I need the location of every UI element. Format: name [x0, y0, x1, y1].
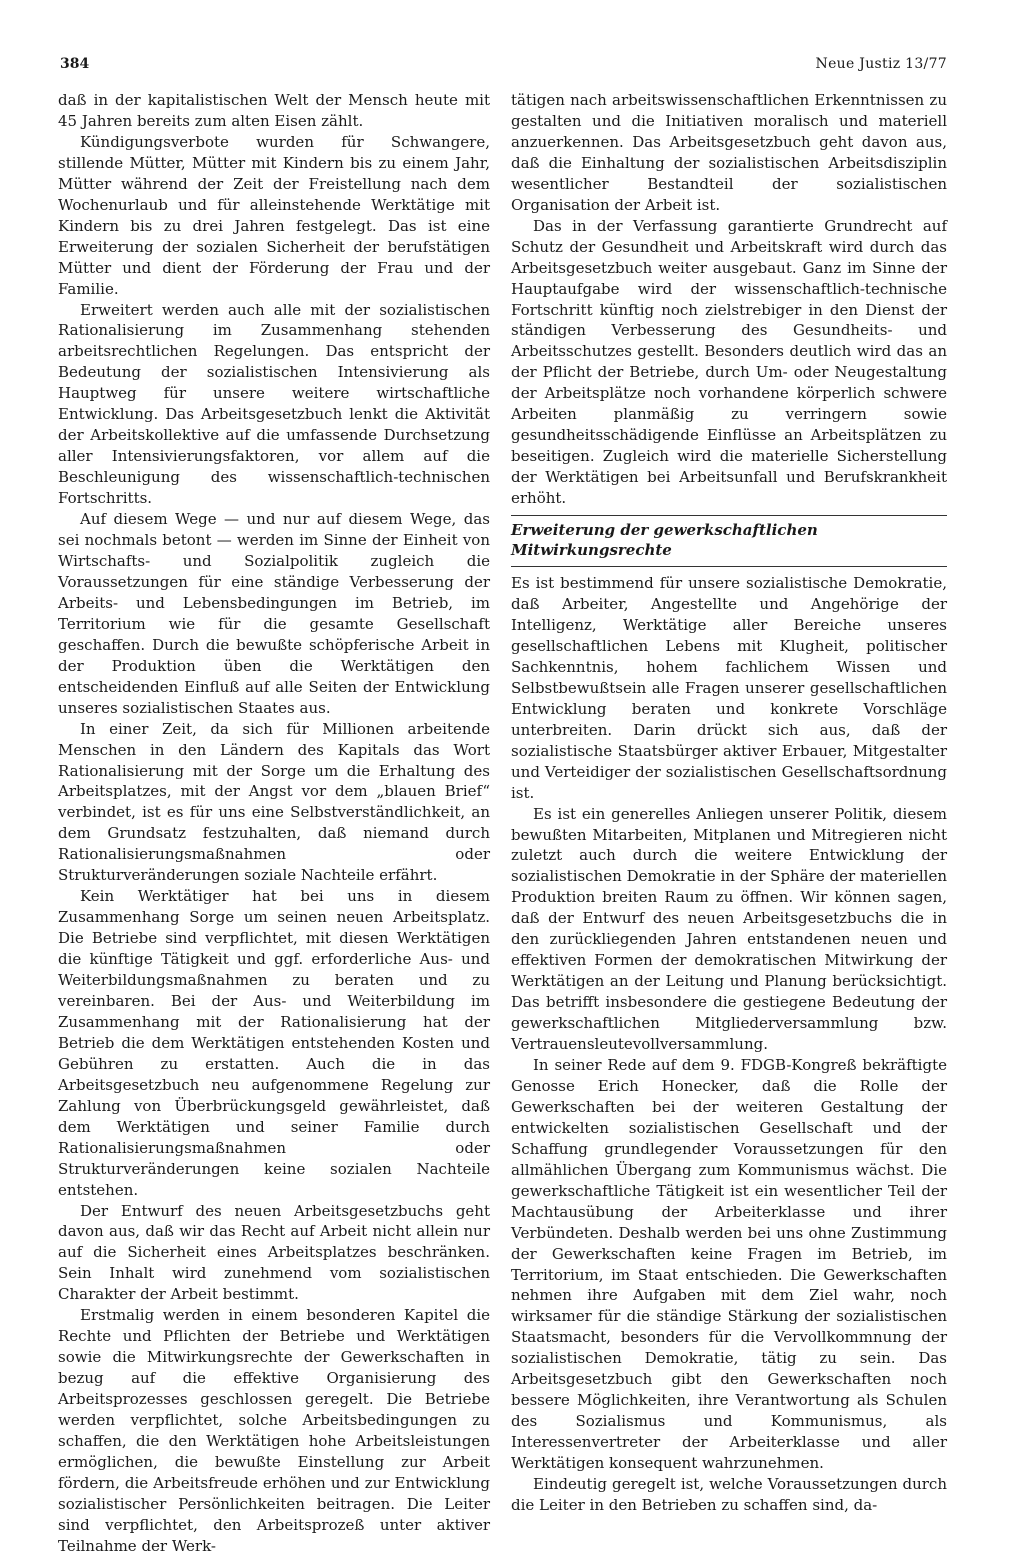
paragraph: Es ist bestimmend für unsere sozialistische Demokratie, daß Arbeiter, Angestellte und Angehörige der Intelligenz, Werktätige aller Bereiche unseres gesellschaftlichen Lebens mit Klugheit, politischer Sachkenntnis, hohem fachlichem Wissen und Selbstbewußtsein alle Fragen unserer gesellschaftlichen Entwicklung beraten und konkrete Vorschläge unterbreiten. Darin drückt sich aus, daß der sozialistische Staatsbürger aktiver Erbauer, Mitgestalter und Verteidiger der sozialistischen Gesellschaftsordnung ist.	[511, 574, 947, 802]
paragraph: daß in der kapitalistischen Welt der Mensch heute mit 45 Jahren bereits zum alten Eisen zählt.	[58, 91, 490, 130]
paragraph: Erstmalig werden in einem besonderen Kapitel die Rechte und Pflichten der Betriebe und Werktätigen sowie die Mitwirkungsrechte der Gewerkschaften in bezug auf die effektive Organisierung des Arbeitsprozesses geschlossen geregelt. Die Betriebe werden verpflichtet, solche Arbeitsbedingungen zu schaffen, die den Werktätigen hohe Arbeitsleistungen ermöglichen, die bewußte Einstellung zur Arbeit fördern, die Arbeitsfreude erhöhen und zur Entwicklung sozialistischer Persönlichkeiten beitragen. Die Leiter sind verpflichtet, den Arbeitsprozeß unter aktiver Teilnahme der Werk-	[58, 1306, 490, 1555]
paragraph: Kein Werktätiger hat bei uns in diesem Zusammenhang Sorge um seinen neuen Arbeitsplatz. Die Betriebe sind verpflichtet, mit diesen Werktätigen die künftige Tätigkeit und ggf. erforderliche Aus- und Weiterbildungsmaßnahmen zu beraten und zu vereinbaren. Bei der Aus- und Weiterbildung im Zusammenhang mit der Rationalisierung hat der Betrieb die dem Werktätigen entstehenden Kosten und Gebühren zu erstatten. Auch die in das Arbeitsgesetzbuch neu aufgenommene Regelung zur Zahlung von Überbrückungsgeld gewährleistet, daß dem Werktätigen und seiner Familie durch Rationalisierungsmaßnahmen oder Strukturveränderungen keine sozialen Nachteile entstehen.	[58, 887, 490, 1199]
page-header	[60, 56, 947, 76]
paragraph: Das in der Verfassung garantierte Grundrecht auf Schutz der Gesundheit und Arbeitskraft wird durch das Arbeitsgesetzbuch weiter ausgebaut. Ganz im Sinne der Hauptaufgabe wird der wissenschaftlich-technische Fortschritt künftig noch zielstrebiger in den Dienst der ständigen Verbesserung des Gesundheits- und Arbeitsschutzes gestellt. Besonders deutlich wird das an der Pflicht der Betriebe, durch Um- oder Neugestaltung der Arbeitsplätze noch vorhandene körperlich schwere Arbeiten planmäßig zu verringern sowie gesundheitsschädigende Einflüsse an Arbeitsplätzen zu beseitigen. Zugleich wird die materielle Sicherstellung der Werktätigen bei Arbeitsunfall und Berufskrankheit erhöht.	[511, 216, 947, 508]
paragraph: tätigen nach arbeitswissenschaftlichen Erkenntnissen zu gestalten und die Initiativen moralisch und materiell anzuerkennen. Das Arbeitsgesetzbuch geht davon aus, daß die Einhaltung der sozialistischen Arbeitsdisziplin wesentlicher Bestandteil der sozialistischen Organisation der Arbeit ist.	[511, 91, 947, 214]
paragraph: Kündigungsverbote wurden für Schwangere, stillende Mütter, Mütter mit Kindern bis zu einem Jahr, Mütter während der Zeit der Freistellung nach dem Wochenurlaub und für alleinstehende Werktätige mit Kindern bis zu drei Jahren festgelegt. Das ist eine Erweiterung der sozialen Sicherheit der berufstätigen Mütter und dient der Förderung der Frau und der Familie.	[58, 132, 490, 298]
page-number: 384	[60, 56, 90, 72]
journal-reference: Neue Justiz 13/77	[815, 56, 947, 72]
left-column	[58, 90, 490, 1557]
paragraph: In einer Zeit, da sich für Millionen arbeitende Menschen in den Ländern des Kapitals das Wort Rationalisierung mit der Sorge um die Erhaltung des Arbeitsplatzes, mit der Angst vor dem „blauen Brief“ verbindet, ist es für uns eine Selbstverständlichkeit, an dem Grundsatz festzuhalten, daß niemand durch Rationalisierungsmaßnahmen oder Strukturveränderungen soziale Nachteile erfährt.	[58, 719, 490, 885]
right-column	[511, 90, 947, 1516]
section-heading: Erweiterung der gewerkschaftlichen Mitwirkungsrechte	[511, 521, 818, 560]
paragraph: Es ist ein generelles Anliegen unserer Politik, diesem bewußten Mitarbeiten, Mitplanen und Mitregieren nicht zuletzt auch durch die weitere Entwicklung der sozialistischen Demokratie in der Sphäre der materiellen Produktion breiten Raum zu öffnen. Wir können sagen, daß der Entwurf des neuen Arbeitsgesetzbuchs die in den zurückliegenden Jahren entstandenen neuen und effektiven Formen der demokratischen Mitwirkung der Werktätigen an der Leitung und Planung berücksichtigt. Das betrifft insbesondere die gestiegene Bedeutung der gewerkschaftlichen Mitgliederversammlung bzw. Vertrauensleutevollversammlung.	[511, 804, 947, 1054]
section-rule-bottom	[511, 566, 947, 567]
paragraph: Auf diesem Wege — und nur auf diesem Wege, das sei nochmals betont — werden im Sinne der Einheit von Wirtschafts- und Sozialpolitik zugleich die Voraussetzungen für eine ständige Verbesserung der Arbeits- und Lebensbedingungen im Betrieb, im Territorium wie für die gesamte Gesellschaft geschaffen. Durch die bewußte schöpferische Arbeit in der Produktion üben die Werktätigen den entscheidenden Einfluß auf alle Seiten der Entwicklung unseres sozialistischen Staates aus.	[58, 510, 490, 717]
paragraph: Eindeutig geregelt ist, welche Voraussetzungen durch die Leiter in den Betrieben zu schaffen sind, da-	[511, 1475, 947, 1514]
section-rule-top	[511, 515, 947, 516]
paragraph: In seiner Rede auf dem 9. FDGB-Kongreß bekräftigte Genosse Erich Honecker, daß die Rolle der Gewerkschaften bei der weiteren Gestaltung der entwickelten sozialistischen Gesellschaft und der Schaffung grundlegender Voraussetzungen für den allmählichen Übergang zum Kommunismus wächst. Die gewerkschaftliche Tätigkeit ist ein wesentlicher Teil der Machtausübung der Arbeiterklasse und ihrer Verbündeten. Deshalb werden bei uns ohne Zustimmung der Gewerkschaften keine Fragen im Betrieb, im Territorium, im Staat entschieden. Die Gewerkschaften nehmen ihre Aufgaben mit dem Ziel wahr, noch wirksamer für die ständige Stärkung der sozialistischen Staatsmacht, besonders für die Vervollkommnung der sozialistischen Demokratie, tätig zu sein. Das Arbeitsgesetzbuch gibt den Gewerkschaften noch bessere Möglichkeiten, ihre Verantwortung als Schulen des Sozialismus und Kommunismus, als Interessenvertreter der Arbeiterklasse und aller Werktätigen konsequent wahrzunehmen.	[511, 1055, 947, 1473]
paragraph: Erweitert werden auch alle mit der sozialistischen Rationalisierung im Zusammenhang stehenden arbeitsrechtlichen Regelungen. Das entspricht der Bedeutung der sozialistischen Intensivierung als Hauptweg für unsere weitere wirtschaftliche Entwicklung. Das Arbeitsgesetzbuch lenkt die Aktivität der Arbeitskollektive auf die umfassende Durchsetzung aller Intensivierungsfaktoren, vor allem auf die Beschleunigung des wissenschaftlich-technischen Fortschritts.	[58, 300, 490, 508]
paragraph: Der Entwurf des neuen Arbeitsgesetzbuchs geht davon aus, daß wir das Recht auf Arbeit nicht allein nur auf die Sicherheit eines Arbeitsplatzes beschränken. Sein Inhalt wird zunehmend vom sozialistischen Charakter der Arbeit bestimmt.	[58, 1201, 490, 1304]
